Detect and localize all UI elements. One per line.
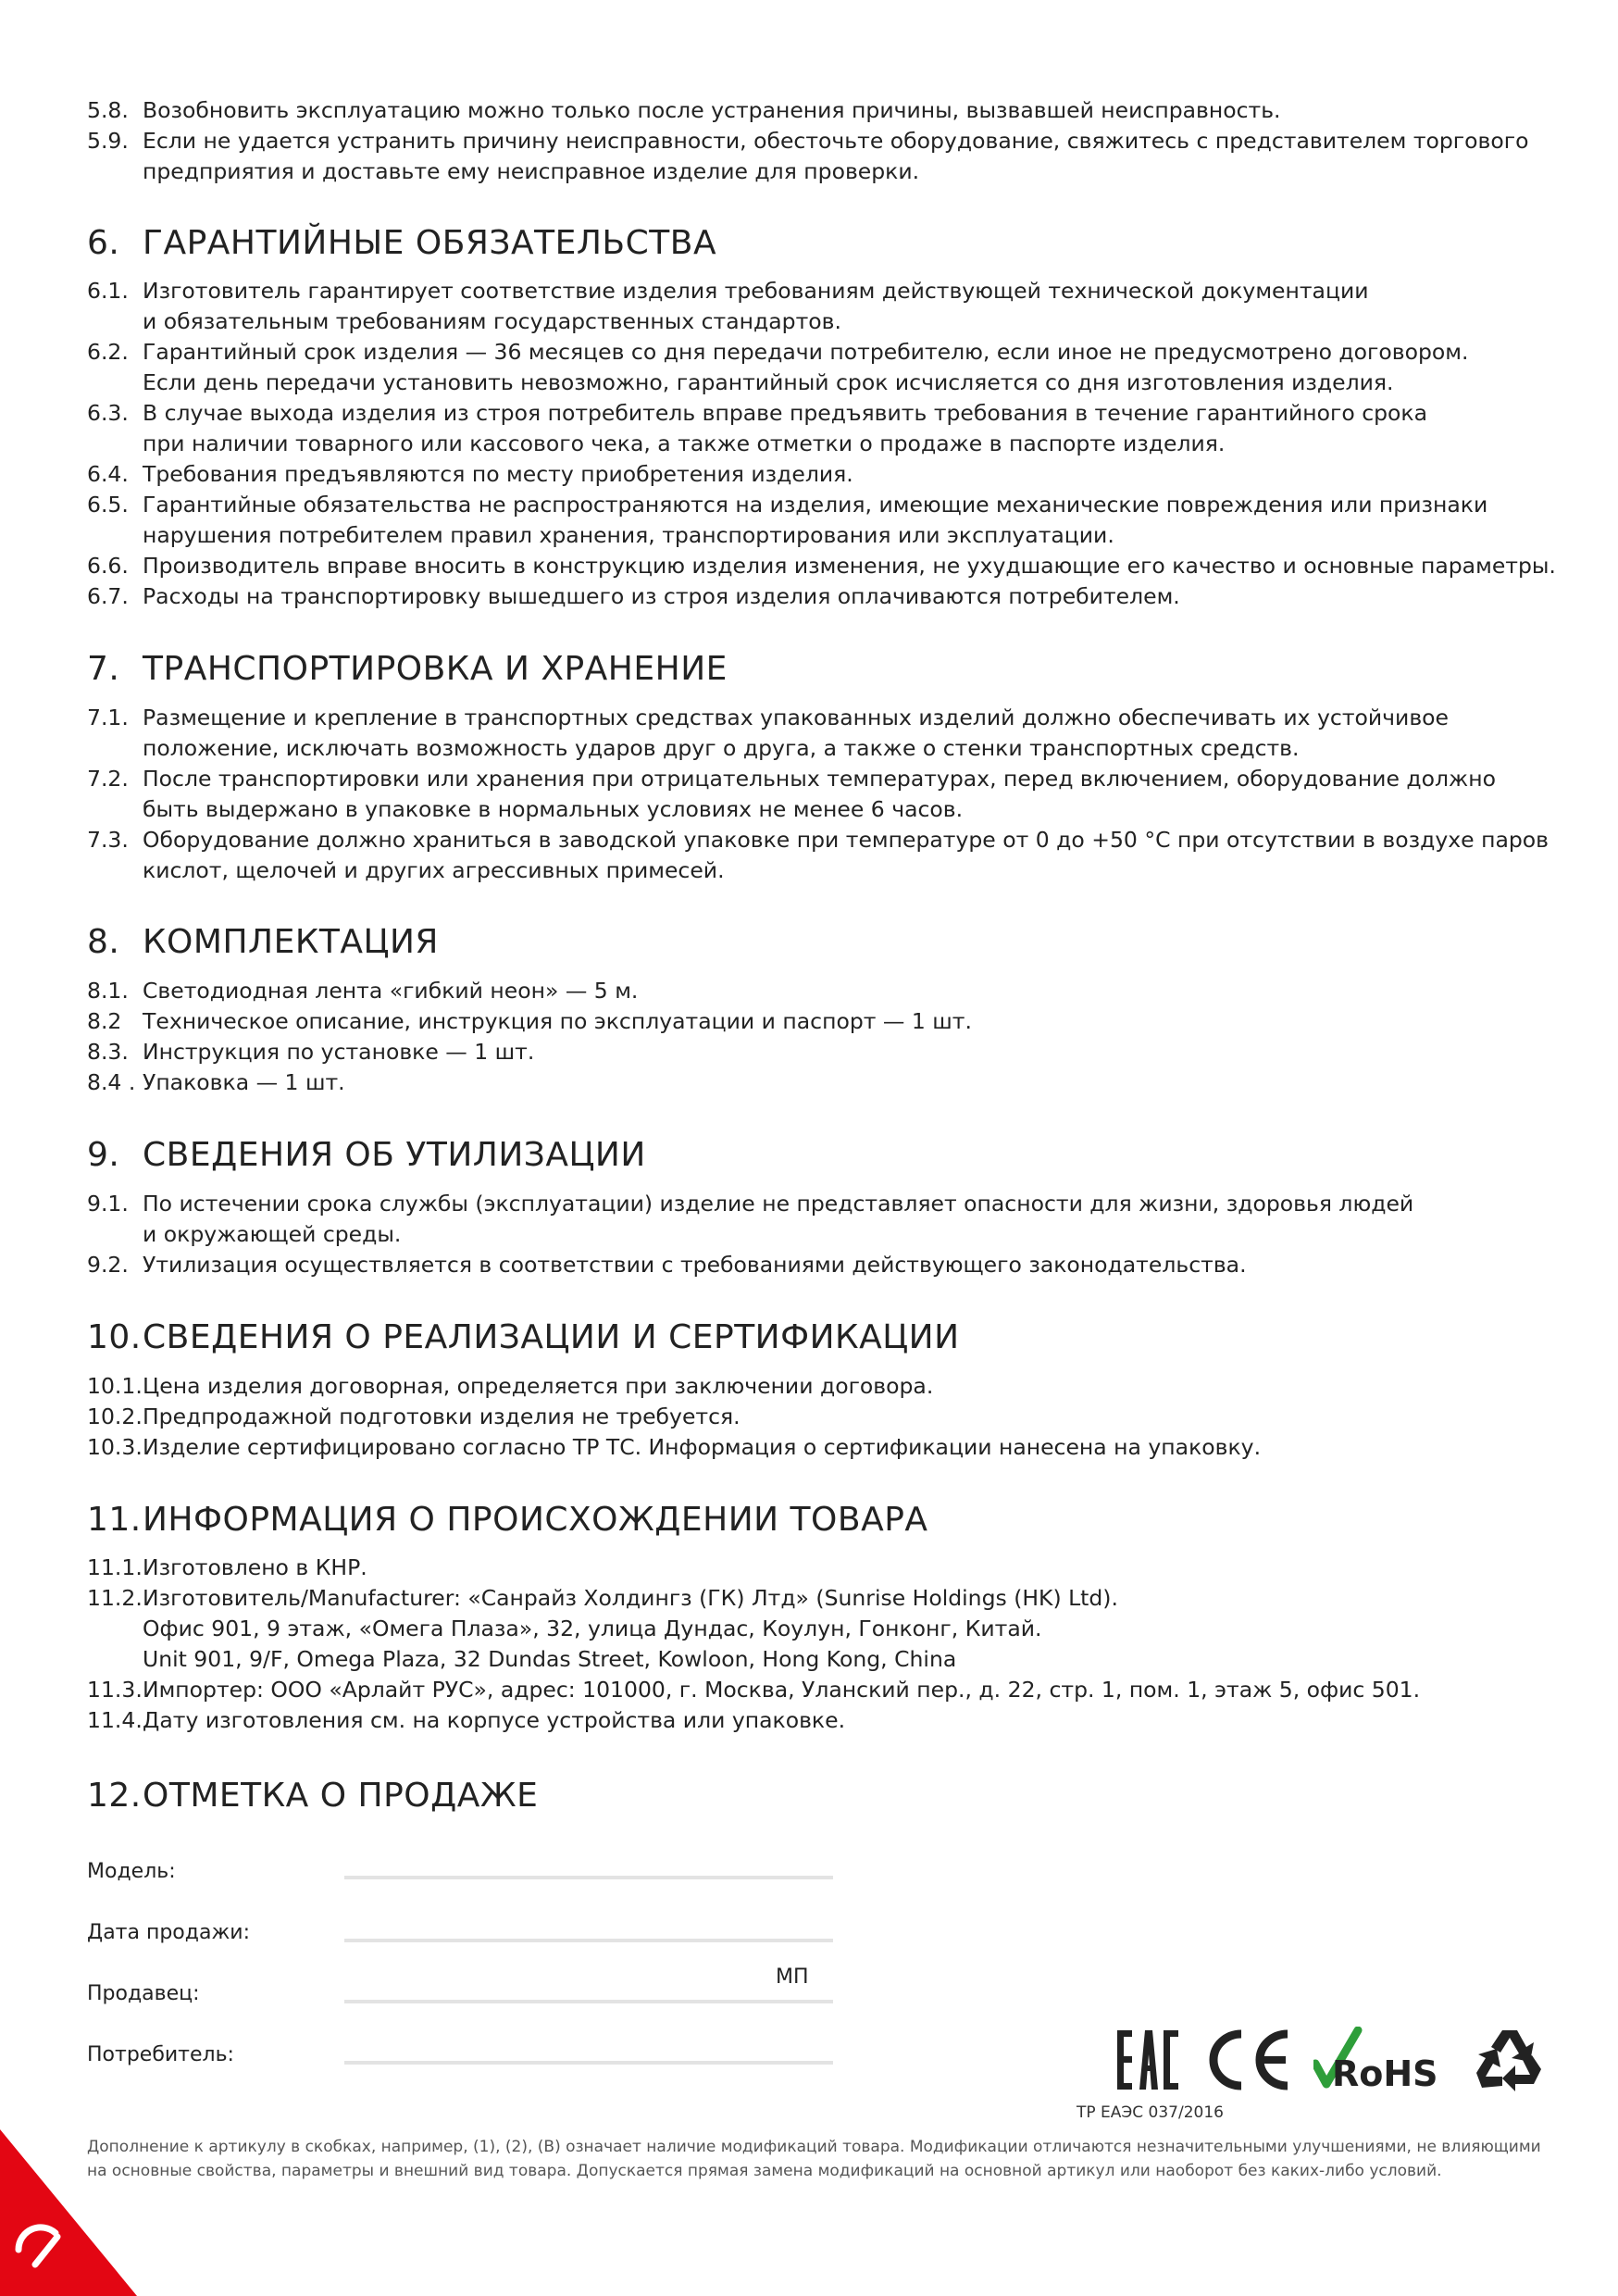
section-number: 12. <box>87 1777 142 1815</box>
item-text: быть выдержано в упаковке в нормальных условиях не менее 6 часов. <box>143 796 964 822</box>
item-text: и окружающей среды. <box>143 1221 402 1247</box>
model-label: Модель: <box>87 1860 176 1883</box>
rohs-text: RoHS <box>1332 2053 1438 2093</box>
item-text: Техническое описание, инструкция по эксплуатации и паспорт — 1 шт. <box>143 1008 972 1034</box>
recycle-icon <box>1475 2027 1545 2093</box>
item-number: 6.4. <box>87 461 129 487</box>
section-title: СВЕДЕНИЯ О РЕАЛИЗАЦИИ И СЕРТИФИКАЦИИ <box>143 1318 960 1356</box>
item-number: 11.2. <box>87 1585 143 1611</box>
item-text: Оборудование должно храниться в заводской упаковке при температуре от 0 до +50 °С при отсутствии в воздухе паров <box>143 827 1549 853</box>
item-text: Импортер: ООО «Арлайт РУС», адрес: 101000, г. Москва, Уланский пер., д. 22, стр. 1, пом. 1, этаж 5, офис 501. <box>143 1677 1421 1703</box>
item-number: 11.1. <box>87 1554 143 1580</box>
item-text: Светодиодная лента «гибкий неон» — 5 м. <box>143 978 639 1004</box>
footnote <box>87 2135 1559 2183</box>
item-text: при наличии товарного или кассового чека, а также отметки о продаже в паспорте изделия. <box>143 430 1226 456</box>
sale-date-label: Дата продажи: <box>87 1921 250 1944</box>
brand-corner-logo <box>0 2129 148 2296</box>
item-text: Гарантийные обязательства не распространяются на изделия, имеющие механические повреждения или признаки <box>143 492 1488 518</box>
item-number: 10.1. <box>87 1373 143 1399</box>
item-text: Расходы на транспортировку вышедшего из строя изделия оплачиваются потребителем. <box>143 583 1180 609</box>
item-text: Изготовитель гарантирует соответствие изделия требованиям действующей технической документации <box>143 278 1369 304</box>
item-number: 8.1. <box>87 978 129 1004</box>
eac-mark <box>1115 2028 1178 2091</box>
rohs-mark <box>1313 2027 1452 2093</box>
item-text: Изготовлено в КНР. <box>143 1554 367 1580</box>
item-text: Инструкция по установке — 1 шт. <box>143 1039 535 1065</box>
footnote-line: Дополнение к артикулу в скобках, например, (1), (2), (B) означает наличие модификаций товара. Модификации отличаются незначительными улучшениями, не влияющими <box>87 2138 1541 2156</box>
item-number: 8.4 . <box>87 1069 136 1095</box>
item-text: и обязательным требованиям государственных стандартов. <box>143 308 841 334</box>
item-number: 6.3. <box>87 400 129 426</box>
item-number: 9.1. <box>87 1191 129 1217</box>
consumer-field-line[interactable] <box>344 2061 833 2065</box>
model-field-line[interactable] <box>344 1876 833 1879</box>
item-number: 8.2 <box>87 1008 122 1034</box>
section-title: ГАРАНТИЙНЫЕ ОБЯЗАТЕЛЬСТВА <box>143 224 717 262</box>
item-text: Утилизация осуществляется в соответствии с требованиями действующего законодательства. <box>143 1252 1247 1278</box>
item-number: 7.3. <box>87 827 129 853</box>
section-number: 11. <box>87 1501 142 1539</box>
item-number: 7.1. <box>87 705 129 730</box>
item-text: После транспортировки или хранения при отрицательных температурах, перед включением, оборудование должно <box>143 766 1496 792</box>
section-title: ИНФОРМАЦИЯ О ПРОИСХОЖДЕНИИ ТОВАРА <box>143 1501 928 1539</box>
item-text: Дату изготовления см. на корпусе устройства или упаковке. <box>143 1707 846 1733</box>
section-number: 8. <box>87 923 120 961</box>
seller-label: Продавец: <box>87 1982 200 2005</box>
item-number: 6.2. <box>87 339 129 365</box>
item-text: Unit 901, 9/F, Omega Plaza, 32 Dundas Street, Kowloon, Hong Kong, China <box>143 1646 957 1672</box>
sale-date-field-line[interactable] <box>344 1939 833 1942</box>
footnote-line: на основные свойства, параметры и внешний вид товара. Допускается прямая замена модификаций на основной артикул или наоборот без каких-либо условий. <box>87 2162 1442 2180</box>
item-text: Изготовитель/Manufacturer: «Санрайз Холдингз (ГК) Лтд» (Sunrise Holdings (HK) Ltd). <box>143 1585 1118 1611</box>
item-text: Цена изделия договорная, определяется при заключении договора. <box>143 1373 934 1399</box>
section-title: ТРАНСПОРТИРОВКА И ХРАНЕНИЕ <box>143 650 728 688</box>
item-text: Размещение и крепление в транспортных средствах упакованных изделий должно обеспечивать их устойчивое <box>143 705 1450 730</box>
item-text: Изделие сертифицировано согласно ТР ТС. Информация о сертификации нанесена на упаковку. <box>143 1434 1262 1460</box>
section-heading <box>87 1317 960 1358</box>
item-text: кислот, щелочей и других агрессивных примесей. <box>143 857 725 883</box>
item-number: 6.5. <box>87 492 129 518</box>
section-number: 6. <box>87 224 120 262</box>
section-title: КОМПЛЕКТАЦИЯ <box>143 923 439 961</box>
certification-marks <box>1115 2023 1545 2097</box>
tr-eaes-label: ТР ЕАЭС 037/2016 <box>1077 2103 1224 2122</box>
item-text: Офис 901, 9 этаж, «Омега Плаза», 32, улица Дундас, Коулун, Гонконг, Китай. <box>143 1616 1042 1641</box>
item-number: 5.9. <box>87 128 129 154</box>
section-title: СВЕДЕНИЯ ОБ УТИЛИЗАЦИИ <box>143 1136 646 1174</box>
item-number: 5.8. <box>87 97 129 123</box>
item-text: Производитель вправе вносить в конструкцию изделия изменения, не ухудшающие его качество и основные параметры. <box>143 553 1556 579</box>
item-text: Гарантийный срок изделия — 36 месяцев со дня передачи потребителю, если иное не предусмотрено договором. <box>143 339 1469 365</box>
item-text: Возобновить эксплуатацию можно только после устранения причины, вызвавшей неисправность. <box>143 97 1281 123</box>
item-text: Если не удается устранить причину неисправности, обесточьте оборудование, свяжитесь с представителем торгового <box>143 128 1529 154</box>
section-heading <box>87 649 728 690</box>
section-number: 9. <box>87 1136 120 1174</box>
section-heading <box>87 223 716 264</box>
section-number: 10. <box>87 1318 142 1356</box>
item-text: Упаковка — 1 шт. <box>143 1069 345 1095</box>
item-number: 10.3. <box>87 1434 143 1460</box>
item-text: положение, исключать возможность ударов друг о друга, а также о стенки транспортных средств. <box>143 735 1300 761</box>
stamp-place-label: МП <box>776 1965 809 1989</box>
section-heading <box>87 1500 928 1541</box>
consumer-label: Потребитель: <box>87 2043 234 2066</box>
item-number: 6.6. <box>87 553 129 579</box>
section-heading <box>87 922 439 963</box>
item-text: Предпродажной подготовки изделия не требуется. <box>143 1404 741 1429</box>
section-title: ОТМЕТКА О ПРОДАЖЕ <box>143 1777 539 1815</box>
item-text: Требования предъявляются по месту приобретения изделия. <box>143 461 853 487</box>
item-text: В случае выхода изделия из строя потребитель вправе предъявить требования в течение гарантийного срока <box>143 400 1428 426</box>
seller-field-line[interactable] <box>344 2000 833 2003</box>
item-number: 8.3. <box>87 1039 129 1065</box>
section-heading <box>87 1776 538 1816</box>
section-heading <box>87 1135 646 1176</box>
section-number: 7. <box>87 650 120 688</box>
item-number: 9.2. <box>87 1252 129 1278</box>
item-text: Если день передачи установить невозможно, гарантийный срок исчисляется со дня изготовления изделия. <box>143 369 1394 395</box>
item-text: предприятия и доставьте ему неисправное изделие для проверки. <box>143 158 920 184</box>
item-number: 11.3. <box>87 1677 143 1703</box>
item-number: 11.4. <box>87 1707 143 1733</box>
item-number: 7.2. <box>87 766 129 792</box>
item-text: нарушения потребителем правил хранения, транспортирования или эксплуатации. <box>143 522 1114 548</box>
item-number: 6.1. <box>87 278 129 304</box>
item-text: По истечении срока службы (эксплуатации) изделие не представляет опасности для жизни, здоровья людей <box>143 1191 1414 1217</box>
item-number: 6.7. <box>87 583 129 609</box>
ce-mark <box>1204 2028 1293 2091</box>
item-number: 10.2. <box>87 1404 143 1429</box>
brand-corner-triangle <box>0 2129 137 2296</box>
